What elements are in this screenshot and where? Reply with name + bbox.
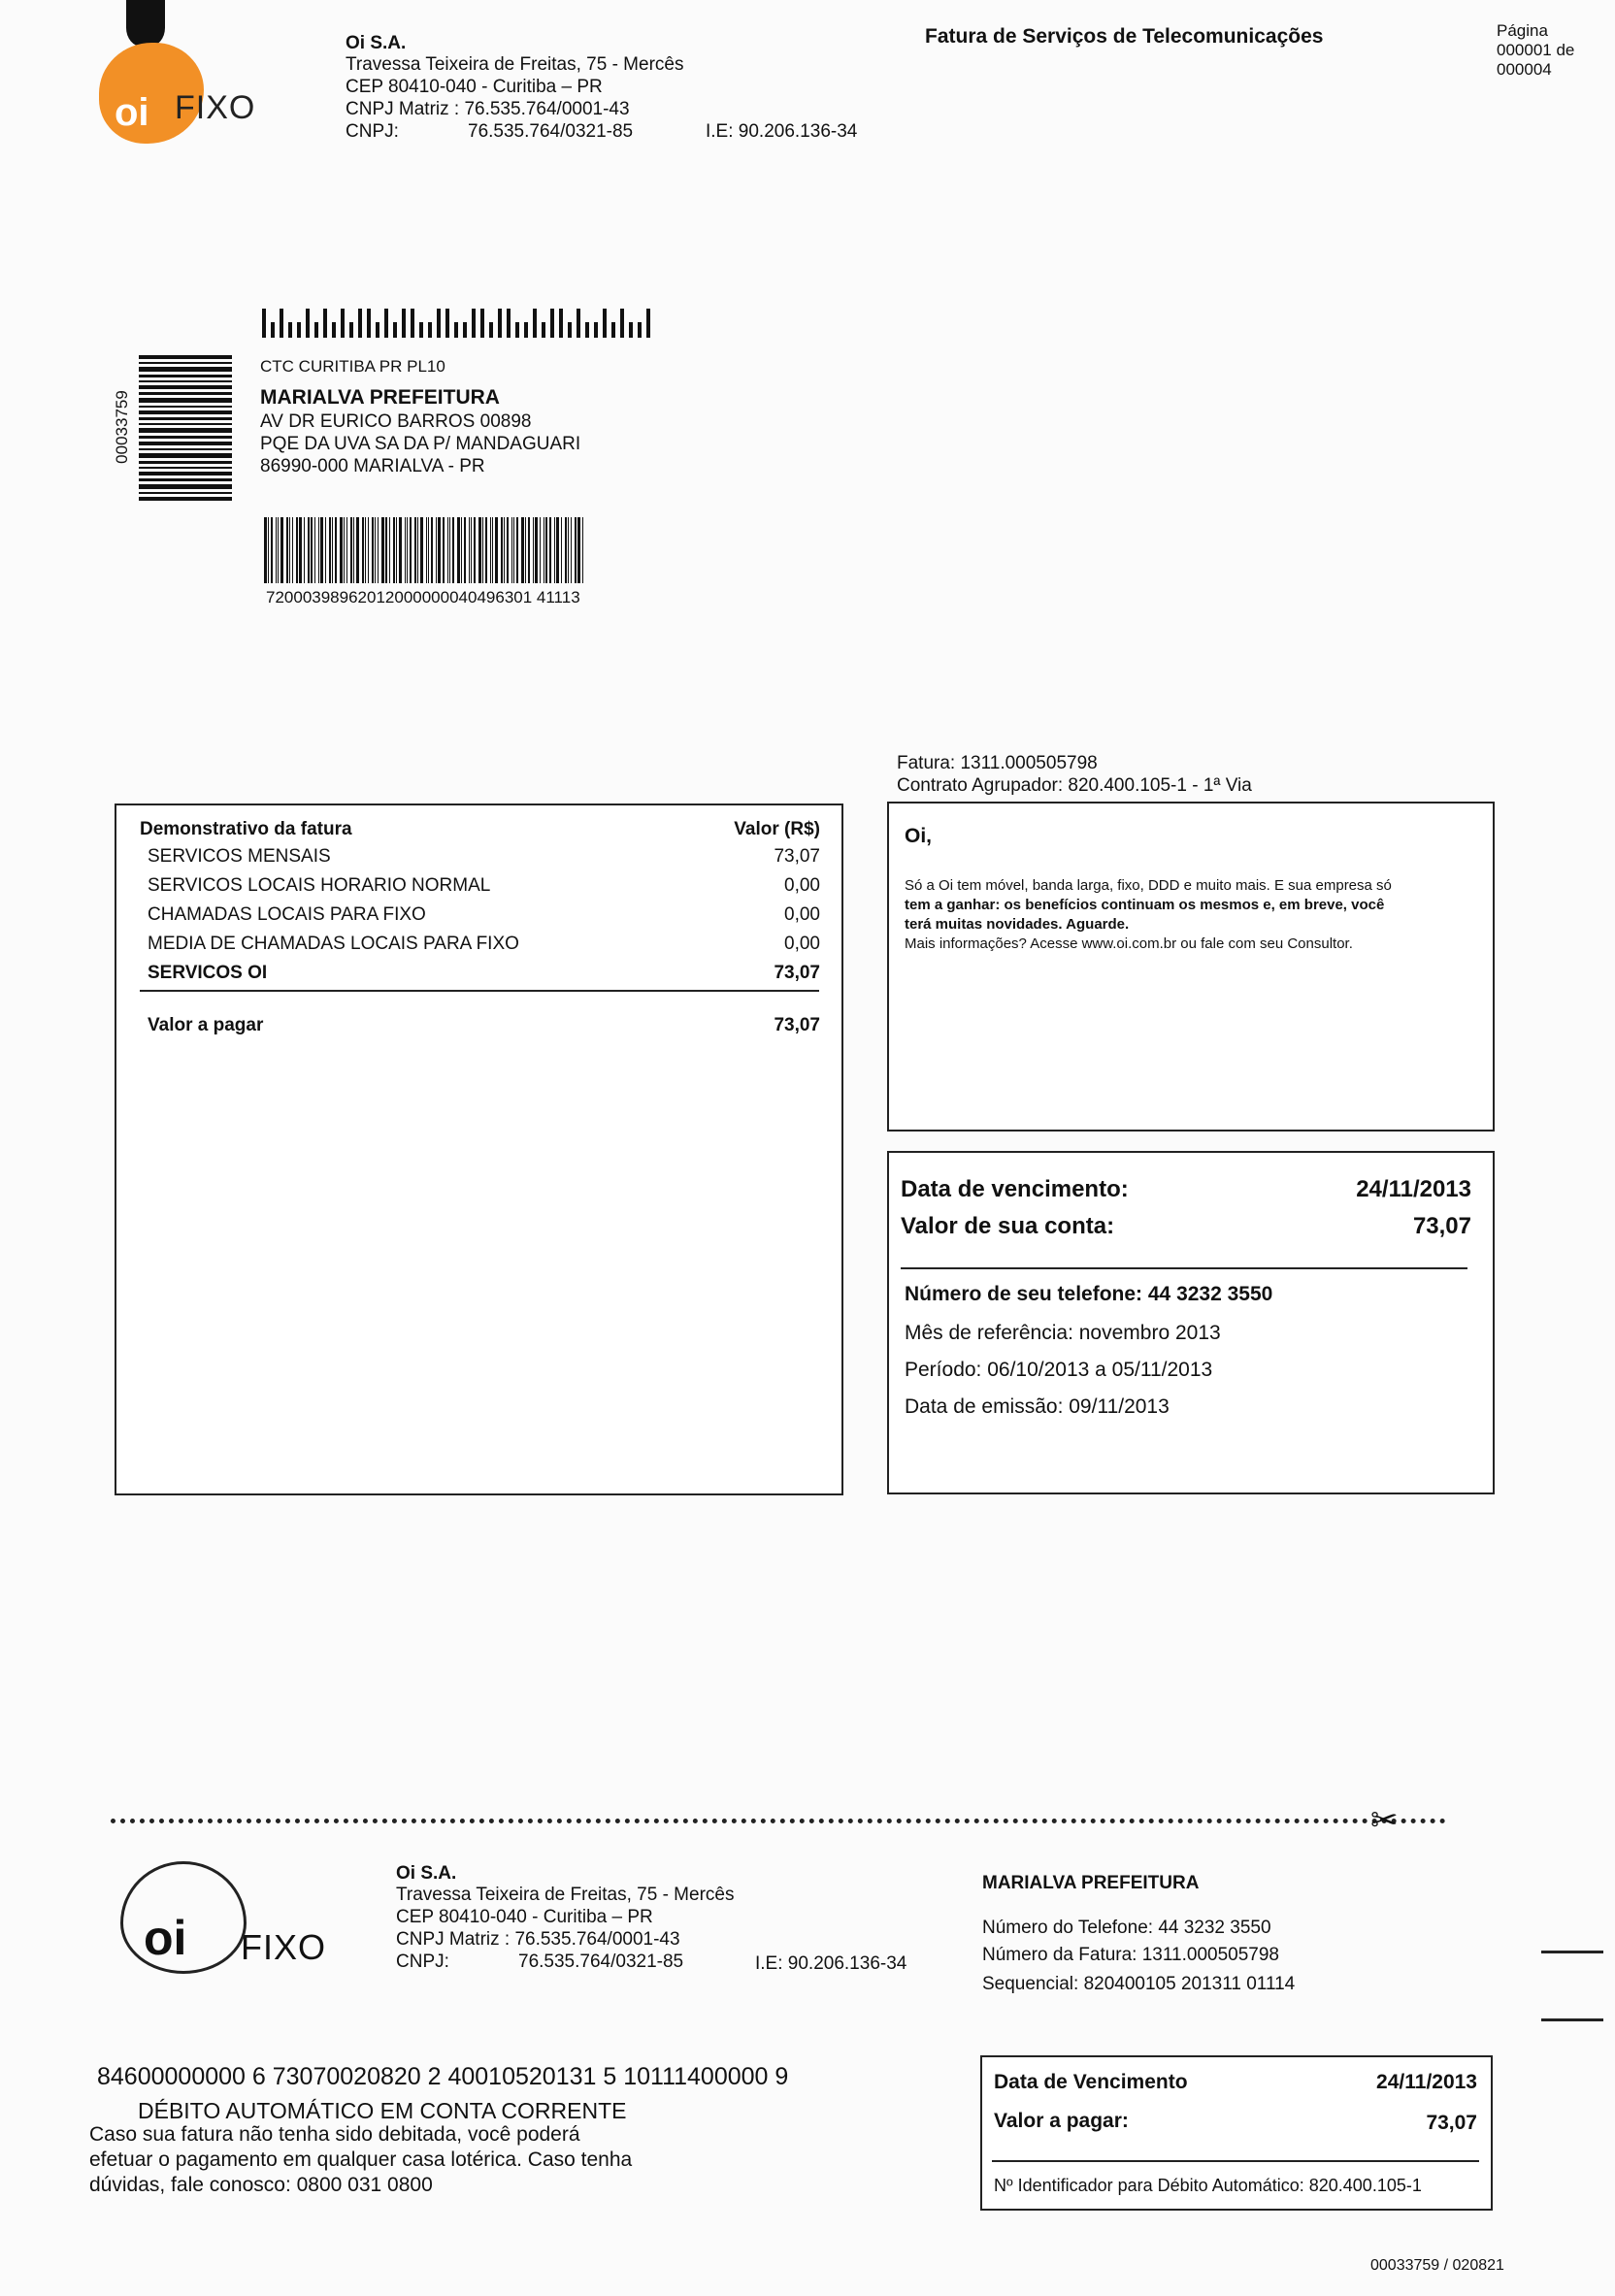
statement-value-header: Valor (R$) — [734, 819, 820, 839]
barcode-bar — [438, 517, 441, 583]
summary-period: Período: 06/10/2013 a 05/11/2013 — [905, 1359, 1213, 1381]
barcode-bar — [286, 517, 288, 583]
margin-mark — [1541, 1951, 1603, 1953]
barcode-bar — [549, 517, 551, 583]
barcode-bar — [346, 517, 347, 583]
barcode-bar — [353, 517, 354, 583]
barcode-bar — [289, 517, 290, 583]
barcode-bar — [396, 517, 397, 583]
barcode-bar — [296, 517, 298, 583]
barcode-bar — [521, 517, 524, 583]
stub-debit-id: Nº Identificador para Débito Automático: 820.400.105-1 — [994, 2176, 1422, 2195]
barcode-bar — [485, 517, 487, 583]
stub-address-1: Travessa Teixeira de Freitas, 75 - Mercês — [396, 1885, 735, 1905]
barcode-bar — [314, 517, 315, 583]
statement-row-value: 0,00 — [784, 904, 820, 925]
statement-row-label: MEDIA DE CHAMADAS LOCAIS PARA FIXO — [148, 934, 519, 954]
barcode-bar — [414, 517, 416, 583]
recipient-address-2: PQE DA UVA SA DA P/ MANDAGUARI — [260, 434, 581, 454]
barcode-bar — [372, 517, 374, 583]
barcode-bar — [350, 517, 352, 583]
statement-row-label: SERVICOS OI — [148, 963, 268, 983]
recipient-name: MARIALVA PREFEITURA — [260, 386, 500, 409]
barcode-bar — [426, 517, 427, 583]
barcode-bar — [311, 517, 313, 583]
side-code: 00033759 — [112, 390, 131, 464]
page-label: Página — [1497, 21, 1548, 40]
corner-mark — [126, 0, 165, 47]
barcode-bar — [344, 517, 345, 583]
invoice-title: Fatura de Serviços de Telecomunicações — [925, 25, 1324, 48]
debit-line-3: dúvidas, fale conosco: 0800 031 0800 — [89, 2174, 433, 2196]
postal-route: CTC CURITIBA PR PL10 — [260, 357, 445, 376]
barcode-bar — [264, 517, 267, 583]
debit-line-2: efetuar o pagamento em qualquer casa lotérica. Caso tenha — [89, 2148, 633, 2171]
stub-cnpj-matriz: CNPJ Matriz : 76.535.764/0001-43 — [396, 1929, 680, 1950]
summary-due-value: 24/11/2013 — [1356, 1176, 1471, 1202]
company-address-2: CEP 80410-040 - Curitiba – PR — [346, 77, 603, 97]
barcode-bar — [304, 517, 305, 583]
company-address-1: Travessa Teixeira de Freitas, 75 - Mercês — [346, 54, 684, 75]
statement-total-label: Valor a pagar — [148, 1015, 264, 1035]
barcode-bar — [431, 517, 433, 583]
barcode-bar — [545, 517, 547, 583]
barcode-bar — [568, 517, 569, 583]
stub-ie: I.E: 90.206.136-34 — [755, 1953, 907, 1974]
stub-customer: MARIALVA PREFEITURA — [982, 1873, 1200, 1893]
stub-logo-oi-text: oi — [144, 1911, 187, 1965]
barcode-bar — [362, 517, 364, 583]
company-cnpj-label: CNPJ: — [346, 121, 399, 142]
summary-ref-month: Mês de referência: novembro 2013 — [905, 1322, 1221, 1344]
stub-amount-label: Valor a pagar: — [994, 2110, 1129, 2132]
barcode-bar — [325, 517, 326, 583]
barcode-bar — [335, 517, 337, 583]
barcode-bar — [507, 517, 509, 583]
company-name: Oi S.A. — [346, 33, 407, 53]
barcode-bar — [540, 517, 541, 583]
barcode-bar — [492, 517, 493, 583]
contract-number: Contrato Agrupador: 820.400.105-1 - 1ª Via — [897, 775, 1252, 796]
stub-due-value: 24/11/2013 — [1376, 2071, 1477, 2093]
company-cnpj-matriz: CNPJ Matriz : 76.535.764/0001-43 — [346, 99, 630, 119]
scissors-icon: ✂ — [1370, 1802, 1399, 1839]
barcode-bar — [420, 517, 423, 583]
barcode-bar — [393, 517, 395, 583]
barcode-bar — [561, 517, 562, 583]
debit-line-1: Caso sua fatura não tenha sido debitada, você poderá — [89, 2123, 580, 2146]
barcode-bar — [516, 517, 518, 583]
barcode-bar — [582, 517, 583, 583]
barcode-bar — [461, 517, 462, 583]
barcode-bar — [329, 517, 331, 583]
footer-code: 00033759 / 020821 — [1370, 2257, 1504, 2274]
statement-total-value: 73,07 — [774, 1015, 820, 1035]
barcode-bar — [405, 517, 406, 583]
mailing-barcode — [264, 517, 701, 583]
barcode-bar — [399, 517, 402, 583]
barcode-bar — [556, 517, 559, 583]
statement-row-label: SERVICOS LOCAIS HORARIO NORMAL — [148, 875, 491, 896]
message-line-1: Só a Oi tem móvel, banda larga, fixo, DDD e muito mais. E sua empresa só — [905, 877, 1392, 894]
side-barcode — [139, 355, 232, 504]
barcode-bar — [474, 517, 476, 583]
barcode-bar — [513, 517, 514, 583]
barcode-bar — [276, 517, 277, 583]
statement-row-label: CHAMADAS LOCAIS PARA FIXO — [148, 904, 426, 925]
barcode-bar — [511, 517, 512, 583]
barcode-bar — [469, 517, 470, 583]
barcode-bar — [452, 517, 454, 583]
summary-phone: Número de seu telefone: 44 3232 3550 — [905, 1283, 1273, 1305]
page-current: 000001 de — [1497, 41, 1575, 59]
company-ie: I.E: 90.206.136-34 — [706, 121, 858, 142]
recipient-address-1: AV DR EURICO BARROS 00898 — [260, 411, 532, 432]
summary-box — [887, 1151, 1495, 1494]
barcode-bar — [478, 517, 481, 583]
barcode-bar — [340, 517, 343, 583]
barcode-bar — [482, 517, 483, 583]
summary-issue-date: Data de emissão: 09/11/2013 — [905, 1395, 1170, 1418]
stub-amount-value: 73,07 — [1426, 2112, 1477, 2134]
stub-phone: Número do Telefone: 44 3232 3550 — [982, 1918, 1271, 1938]
statement-row-value: 73,07 — [774, 846, 820, 867]
digitable-line: 84600000000 6 73070020820 2 40010520131 5 10111400000 9 — [97, 2063, 789, 2090]
barcode-bar — [490, 517, 491, 583]
stub-invoice: Número da Fatura: 1311.000505798 — [982, 1945, 1279, 1965]
barcode-bar — [528, 517, 530, 583]
company-cnpj-value: 76.535.764/0321-85 — [468, 121, 634, 142]
barcode-bar — [501, 517, 503, 583]
statement-row-value: 0,00 — [784, 934, 820, 954]
barcode-bar — [464, 517, 466, 583]
barcode-bar — [381, 517, 384, 583]
barcode-bar — [378, 517, 379, 583]
stub-divider — [992, 2160, 1479, 2162]
barcode-bar — [365, 517, 366, 583]
barcode-bar — [535, 517, 538, 583]
stub-company-name: Oi S.A. — [396, 1863, 457, 1884]
barcode-bar — [565, 517, 567, 583]
barcode-bar — [271, 517, 273, 583]
barcode-bar — [332, 517, 333, 583]
stub-cnpj-label: CNPJ: — [396, 1952, 449, 1972]
debit-title: DÉBITO AUTOMÁTICO EM CONTA CORRENTE — [138, 2098, 627, 2123]
statement-row-label: SERVICOS MENSAIS — [148, 846, 331, 867]
message-greeting: Oi, — [905, 825, 933, 847]
summary-amount-label: Valor de sua conta: — [901, 1213, 1115, 1239]
barcode-bar — [447, 517, 448, 583]
statement-divider — [140, 990, 819, 992]
summary-amount-value: 73,07 — [1412, 1213, 1471, 1239]
barcode-bar — [368, 517, 369, 583]
mailing-barcode-number: 72000398962012000000040496301 41113 — [266, 588, 580, 607]
statement-row-value: 0,00 — [784, 875, 820, 896]
barcode-bar — [278, 517, 279, 583]
barcode-bar — [410, 517, 412, 583]
margin-mark — [1541, 2018, 1603, 2021]
barcode-bar — [299, 517, 302, 583]
logo-oi-text: oi — [115, 91, 149, 134]
barcode-bar — [407, 517, 408, 583]
barcode-bar — [308, 517, 310, 583]
statement-row-value: 73,07 — [774, 963, 820, 983]
barcode-bar — [457, 517, 460, 583]
summary-divider — [901, 1267, 1467, 1269]
barcode-bar — [533, 517, 534, 583]
barcode-bar — [436, 517, 437, 583]
postal-barcode-top — [262, 309, 655, 338]
stub-payment-box — [980, 2055, 1493, 2211]
barcode-bar — [280, 517, 283, 583]
barcode-bar — [356, 517, 359, 583]
barcode-bar — [375, 517, 376, 583]
barcode-bar — [504, 517, 505, 583]
cut-line — [111, 1819, 1446, 1823]
message-line-2: tem a ganhar: os benefícios continuam os mesmos e, em breve, você — [905, 897, 1385, 913]
barcode-bar — [571, 517, 572, 583]
barcode-bar — [268, 517, 269, 583]
barcode-bar — [320, 517, 323, 583]
invoice-number: Fatura: 1311.000505798 — [897, 753, 1098, 773]
page-total: 000004 — [1497, 60, 1552, 79]
barcode-bar — [385, 517, 387, 583]
barcode-bar — [471, 517, 472, 583]
logo-fixo-text: FIXO — [175, 89, 256, 126]
stub-logo-fixo-text: FIXO — [241, 1927, 327, 1967]
stub-cnpj-value: 76.535.764/0321-85 — [518, 1952, 684, 1972]
statement-box — [115, 804, 843, 1495]
barcode-bar — [575, 517, 577, 583]
message-line-3: terá muitas novidades. Aguarde. — [905, 916, 1130, 933]
barcode-bar — [449, 517, 450, 583]
barcode-bar — [577, 517, 580, 583]
summary-due-label: Data de vencimento: — [901, 1176, 1129, 1202]
barcode-bar — [292, 517, 293, 583]
barcode-bar — [495, 517, 498, 583]
stub-address-2: CEP 80410-040 - Curitiba – PR — [396, 1907, 653, 1927]
barcode-bar — [417, 517, 418, 583]
stub-sequence: Sequencial: 820400105 201311 01114 — [982, 1974, 1296, 1994]
message-line-4: Mais informações? Acesse www.oi.com.br ou fale com seu Consultor. — [905, 935, 1353, 952]
barcode-bar — [389, 517, 390, 583]
statement-title: Demonstrativo da fatura — [140, 819, 352, 839]
recipient-address-3: 86990-000 MARIALVA - PR — [260, 456, 485, 476]
message-box — [887, 802, 1495, 1132]
stub-due-label: Data de Vencimento — [994, 2071, 1188, 2093]
barcode-bar — [443, 517, 445, 583]
barcode-bar — [525, 517, 526, 583]
barcode-bar — [554, 517, 555, 583]
barcode-bar — [318, 517, 319, 583]
barcode-bar — [428, 517, 429, 583]
